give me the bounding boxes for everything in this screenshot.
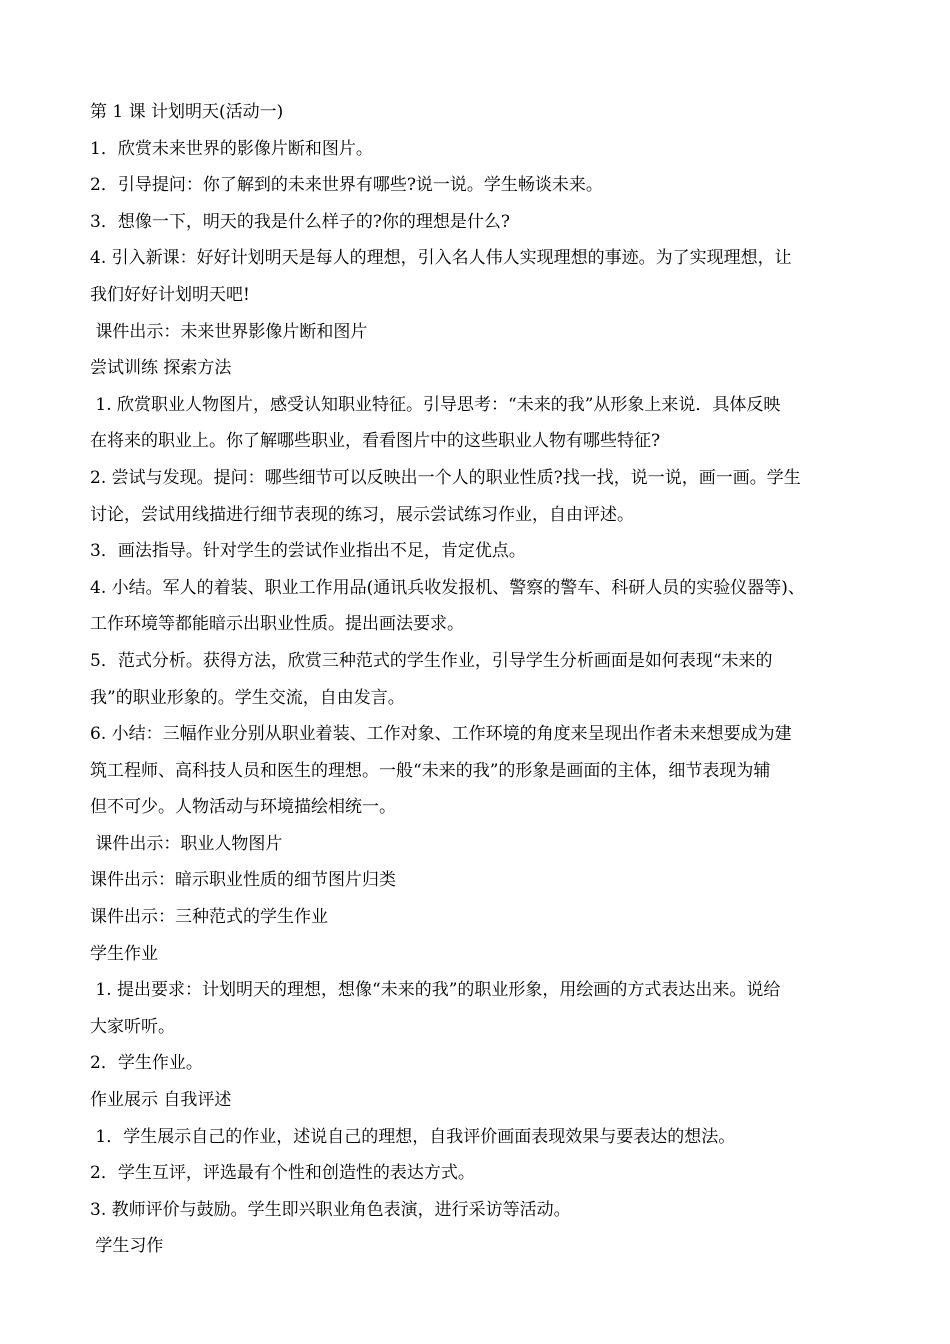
text-line: 3. 教师评价与鼓励。学生即兴职业角色表演，进行采访等活动。 [90, 1199, 571, 1220]
text-line: 1．欣赏未来世界的影像片断和图片。 [90, 138, 373, 159]
text-line: 讨论，尝试用线描进行细节表现的练习，展示尝试练习作业，自由评述。 [90, 504, 634, 525]
text-line: 课件出示：三种范式的学生作业 [90, 907, 328, 928]
section-heading: 作业展示 自我评述 [90, 1090, 232, 1111]
text-line: 2．学生作业。 [90, 1053, 203, 1074]
lesson-title: 第 1 课 计划明天(活动一) [90, 102, 284, 122]
text-line: 但不可少。人物活动与环境描绘相统一。 [90, 797, 396, 818]
text-line: 2．引导提问：你了解到的未来世界有哪些?说一说。学生畅谈未来。 [90, 175, 603, 196]
section-heading: 尝试训练 探索方法 [90, 358, 232, 379]
section-heading: 学生作业 [90, 943, 158, 964]
text-line: 课件出示：职业人物图片 [90, 833, 283, 854]
section-heading: 学生习作 [90, 1236, 164, 1257]
text-line: 3．想像一下，明天的我是什么样子的?你的理想是什么? [90, 211, 511, 232]
text-line: 2．学生互评，评选最有个性和创造性的表达方式。 [90, 1163, 475, 1184]
text-line: 我”的职业形象的。学生交流，自由发言。 [90, 687, 405, 708]
text-line: 大家听听。 [90, 1016, 175, 1037]
text-line: 5．范式分析。获得方法，欣赏三种范式的学生作业，引导学生分析画面是如何表现“未来的 [90, 650, 773, 671]
text-line: 1．学生展示自己的作业，述说自己的理想，自我评价画面表现效果与要表达的想法。 [90, 1126, 736, 1147]
text-line: 筑工程师、高科技人员和医生的理想。一般“未来的我”的形象是画面的主体，细节表现为辅 [90, 760, 771, 781]
text-line: 1. 提出要求：计划明天的理想，想像“未来的我”的职业形象，用绘画的方式表达出来。说给 [90, 980, 781, 1001]
text-line: 我们好好计划明天吧! [90, 284, 250, 305]
text-line: 课件出示：暗示职业性质的细节图片归类 [90, 870, 396, 891]
document-body [90, 94, 862, 1265]
text-line: 4. 引入新课：好好计划明天是每人的理想，引入名人伟人实现理想的事迹。为了实现理想，让 [90, 248, 792, 269]
text-line: 课件出示：未来世界影像片断和图片 [90, 321, 368, 342]
text-line: 4. 小结。军人的着装、职业工作用品(通讯兵收发报机、警察的警车、科研人员的实验仪器等)、 [90, 577, 805, 598]
text-line: 在将来的职业上。你了解哪些职业，看看图片中的这些职业人物有哪些特征? [90, 431, 661, 452]
text-line: 1. 欣赏职业人物图片，感受认知职业特征。引导思考：“未来的我”从形象上来说．具体反映 [90, 394, 781, 415]
text-line: 2. 尝试与发现。提问：哪些细节可以反映出一个人的职业性质?找一找，说一说，画一画。学生 [90, 467, 801, 488]
text-line: 6. 小结：三幅作业分别从职业着装、工作对象、工作环境的角度来呈现出作者未来想要成为建 [90, 724, 792, 745]
text-line: 工作环境等都能暗示出职业性质。提出画法要求。 [90, 614, 464, 635]
text-line: 3．画法指导。针对学生的尝试作业指出不足，肯定优点。 [90, 541, 526, 562]
